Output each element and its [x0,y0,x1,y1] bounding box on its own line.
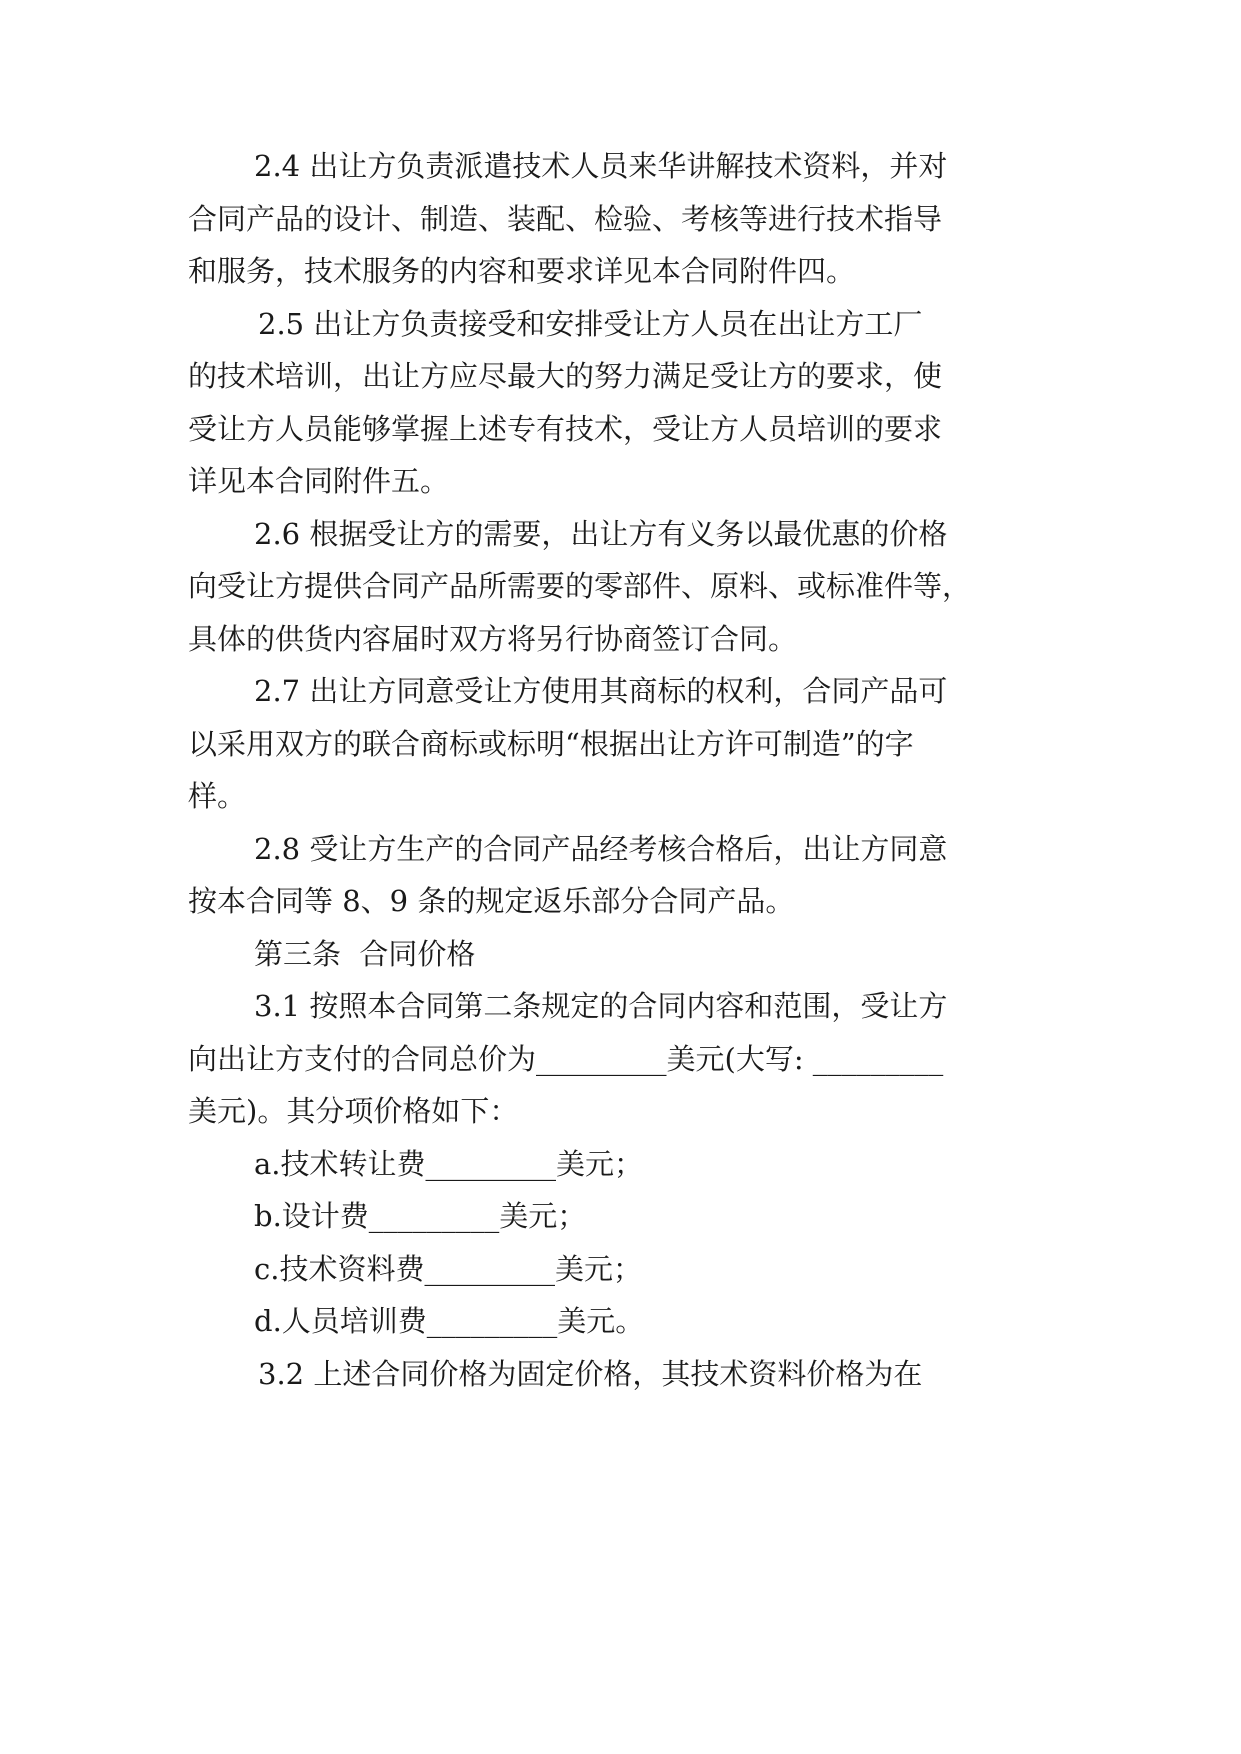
clause-2-6-line-2: 向受让方提供合同产品所需要的零部件、原料、或标准件等， [188,569,972,603]
clause-2-4-line-1: 2.4 出让方负责派遣技术人员来华讲解技术资料，并对 [254,149,948,183]
clause-2-5-line-2: 的技术培训，出让方应尽最大的努力满足受让方的要求，使 [188,359,943,393]
clause-2-4-line-2: 合同产品的设计、制造、装配、检验、考核等进行技术指导 [188,202,943,236]
article-3-heading: 第三条 合同价格 [254,937,476,971]
clause-2-6-line-1: 2.6 根据受让方的需要，出让方有义务以最优惠的价格 [254,517,948,551]
price-item-c: c.技术资料费_________美元； [254,1252,642,1286]
clause-2-8-line-2: 按本合同等 8、9 条的规定返乐部分合同产品。 [188,884,795,918]
clause-2-7-line-3: 样。 [188,779,247,813]
clause-3-1-line-3: 美元)。其分项价格如下： [188,1094,519,1128]
clause-3-1-line-2: 向出让方支付的合同总价为_________美元(大写: _________ [188,1042,944,1076]
clause-2-6-line-3: 具体的供货内容届时双方将另行协商签订合同。 [188,622,798,656]
clause-2-7-line-2: 以采用双方的联合商标或标明“根据出让方许可制造”的字 [188,727,914,761]
price-item-d: d.人员培训费_________美元。 [254,1304,645,1338]
clause-3-2-line-1: 3.2 上述合同价格为固定价格，其技术资料价格为在 [258,1357,923,1391]
price-item-a: a.技术转让费_________美元； [254,1147,644,1181]
clause-2-7-line-1: 2.7 出让方同意受让方使用其商标的权利，合同产品可 [254,674,948,708]
clause-2-5-line-3: 受让方人员能够掌握上述专有技术，受让方人员培训的要求 [188,412,943,446]
clause-2-5-line-1: 2.5 出让方负责接受和安排受让方人员在出让方工厂 [258,307,923,341]
clause-2-8-line-1: 2.8 受让方生产的合同产品经考核合格后，出让方同意 [254,832,948,866]
clause-3-1-line-1: 3.1 按照本合同第二条规定的合同内容和范围，受让方 [254,989,948,1023]
price-item-b: b.设计费_________美元； [254,1199,587,1233]
clause-2-4-line-3: 和服务，技术服务的内容和要求详见本合同附件四。 [188,254,856,288]
clause-2-5-line-4: 详见本合同附件五。 [188,464,450,498]
